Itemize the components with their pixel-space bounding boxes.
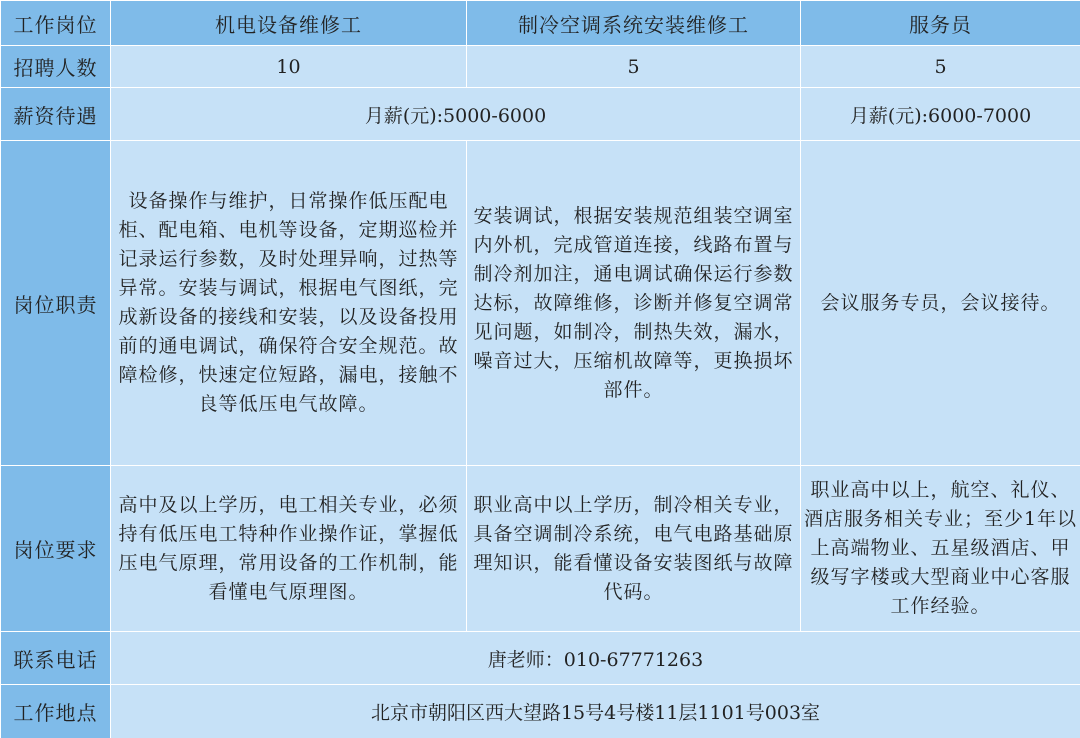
header-job-service: 服务员 (801, 1, 1080, 46)
requirements-refrigeration: 职业高中以上学历，制冷相关专业，具备空调制冷系统，电气电路基础原理知识，能看懂设备安装图纸与故障代码。 (467, 466, 801, 632)
table-row-salary (1, 88, 1080, 141)
table-row-duties (1, 141, 1080, 466)
duties-refrigeration: 安装调试，根据安装规范组装空调室内外机，完成管道连接，线路布置与制冷剂加注，通电调试确保运行参数达标，故障维修，诊断并修复空调常见问题，如制冷，制热失效，漏水，噪音过大，压缩机故障等，更换损坏部件。 (467, 141, 801, 466)
header-job-refrigeration: 制冷空调系统安装维修工 (467, 1, 801, 46)
headcount-service: 5 (801, 46, 1080, 88)
row-label-headcount: 招聘人数 (1, 46, 111, 88)
table-row-header (1, 1, 1080, 46)
table-row-address (1, 685, 1080, 738)
salary-service: 月薪(元):6000-7000 (801, 88, 1080, 141)
row-label-phone: 联系电话 (1, 632, 111, 685)
table-row-phone (1, 632, 1080, 685)
table-row-headcount (1, 46, 1080, 88)
row-label-address: 工作地点 (1, 685, 111, 738)
headcount-refrigeration: 5 (467, 46, 801, 88)
header-col-label: 工作岗位 (1, 1, 111, 46)
duties-service: 会议服务专员，会议接待。 (801, 141, 1080, 466)
header-job-electromechanical: 机电设备维修工 (111, 1, 467, 46)
row-label-salary: 薪资待遇 (1, 88, 111, 141)
salary-shared: 月薪(元):5000-6000 (111, 88, 801, 141)
duties-electromechanical: 设备操作与维护，日常操作低压配电柜、配电箱、电机等设备，定期巡检并记录运行参数，及时处理异响，过热等异常。安装与调试，根据电气图纸，完成新设备的接线和安装，以及设备投用前的通电调试，确保符合安全规范。故障检修，快速定位短路，漏电，接触不良等低压电气故障。 (111, 141, 467, 466)
row-label-requirements: 岗位要求 (1, 466, 111, 632)
row-label-duties: 岗位职责 (1, 141, 111, 466)
table-row-requirements (1, 466, 1080, 632)
headcount-electromechanical: 10 (111, 46, 467, 88)
requirements-service: 职业高中以上，航空、礼仪、酒店服务相关专业；至少1年以上高端物业、五星级酒店、甲级写字楼或大型商业中心客服工作经验。 (801, 466, 1080, 632)
address-value: 北京市朝阳区西大望路15号4号楼11层1101号003室 (111, 685, 1080, 738)
phone-value: 唐老师：010-67771263 (111, 632, 1080, 685)
requirements-electromechanical: 高中及以上学历，电工相关专业，必须持有低压电工特种作业操作证，掌握低压电气原理，常用设备的工作机制，能看懂电气原理图。 (111, 466, 467, 632)
